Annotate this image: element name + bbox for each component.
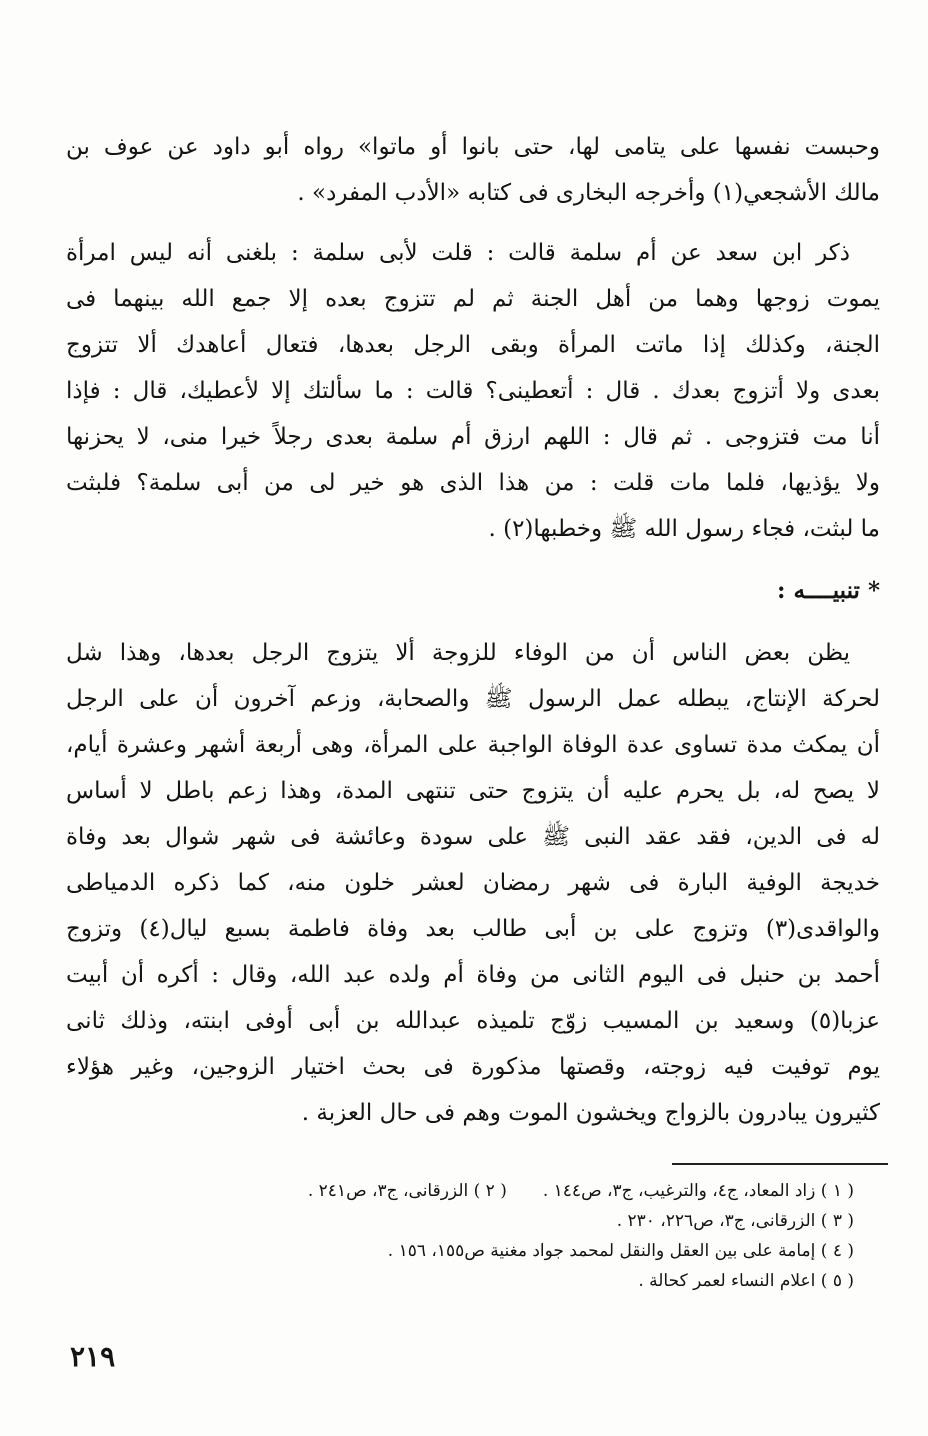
paragraph-tanbih — [66, 630, 880, 1136]
paragraph-umm-salama — [66, 230, 880, 552]
text-line: أنا مت فتزوجى . ثم قال : اللهم ارزق أم سلمة بعدى رجلاً خيرا منى، لا يحزنها — [66, 424, 880, 450]
text-line: لحركة الإنتاج، يبطله عمل الرسول ﷺ والصحابة، وزعم آخرون أن على الرجل — [66, 686, 880, 712]
text-line: أن يمكث مدة تساوى عدة الوفاة الواجبة على المرأة، وهى أربعة أشهر وعشرة أيام، — [66, 732, 880, 758]
text-line: لا يصح له، بل يحرم عليه أن يتزوج حتى تنتهى المدة، وهذا زعم باطل لا أساس — [66, 778, 880, 804]
text-line: عزبا(٥) وسعيد بن المسيب زوّج تلميذه عبدالله بن أبى أوفى ابنته، وذلك ثانى — [66, 1008, 880, 1034]
text-line: ذكر ابن سعد عن أم سلمة قالت : قلت لأبى سلمة : بلغنى أنه ليس امرأة — [66, 240, 850, 266]
text-line: يظن بعض الناس أن من الوفاء للزوجة ألا يتزوج الرجل بعدها، وهذا شل — [66, 640, 850, 666]
text-line: يوم توفيت فيه زوجته، وقصتها مذكورة فى بحث اختيار الزوجين، وغير هؤلاء — [66, 1054, 880, 1080]
text-line: أحمد بن حنبل فى اليوم الثانى من وفاة أم ولده عبد الله، وقال : أكره أن أبيت — [66, 962, 880, 988]
text-line: ما لبثت، فجاء رسول الله ﷺ وخطبها(٢) . — [488, 516, 880, 542]
footnote-2: ( ٢ ) الزرقانى، ج٣، ص٢٤١ . — [307, 1181, 507, 1201]
section-heading — [66, 568, 880, 614]
text-line: كثيرون يبادرون بالزواج ويخشون الموت وهم فى حال العزبة . — [301, 1100, 880, 1126]
text-line: مالك الأشجعي(١) وأخرجه البخارى فى كتابه «الأدب المفرد» . — [297, 180, 880, 206]
footnotes — [140, 1176, 854, 1296]
page-number: ٢١٩ — [70, 1340, 116, 1373]
footnote-1: ( ١ ) زاد المعاد، ج٤، والترغيب، ج٣، ص١٤٤ . — [542, 1181, 854, 1201]
footnote-3: ( ٣ ) الزرقانى، ج٣، ص٢٢٦، ٢٣٠ . — [616, 1211, 854, 1231]
text-line: يموت زوجها وهما من أهل الجنة ثم لم تتزوج بعده إلا جمع الله بينهما فى — [66, 286, 880, 312]
text-line: الجنة، وكذلك إذا ماتت المرأة وبقى الرجل بعدها، فتعال أعاهدك ألا تتزوج — [66, 332, 880, 358]
footnote-row — [140, 1176, 854, 1206]
text-line: بعدى ولا أتزوج بعدك . قال : أتعطينى؟ قالت : ما سألتك إلا لأعطيك، قال : فإذا — [66, 378, 880, 404]
footnote-separator — [672, 1163, 888, 1165]
paragraph-hadith-end — [66, 124, 880, 216]
heading-tanbih: * تنبيــــه : — [776, 577, 880, 604]
footnote-4: ( ٤ ) إمامة على بين العقل والنقل لمحمد جواد مغنية ص١٥٥، ١٥٦ . — [387, 1241, 854, 1261]
text-line: والواقدى(٣) وتزوج على بن أبى طالب بعد وفاة فاطمة بسبع ليال(٤) وتزوج — [66, 916, 880, 942]
text-line: وحبست نفسها على يتامى لها، حتى بانوا أو ماتوا» رواه أبو داود عن عوف بن — [66, 134, 880, 160]
footnote-5: ( ٥ ) اعلام النساء لعمر كحالة . — [638, 1271, 854, 1291]
text-line: ولا يؤذيها، فلما مات قلت : من هذا الذى هو خير لى من أبى سلمة؟ فلبثت — [66, 470, 880, 496]
text-line: خديجة الوفية البارة فى شهر رمضان لعشر خلون منه، كما ذكره الدمياطى — [66, 870, 880, 896]
text-line: له فى الدين، فقد عقد النبى ﷺ على سودة وعائشة فى شهر شوال بعد وفاة — [66, 824, 880, 850]
